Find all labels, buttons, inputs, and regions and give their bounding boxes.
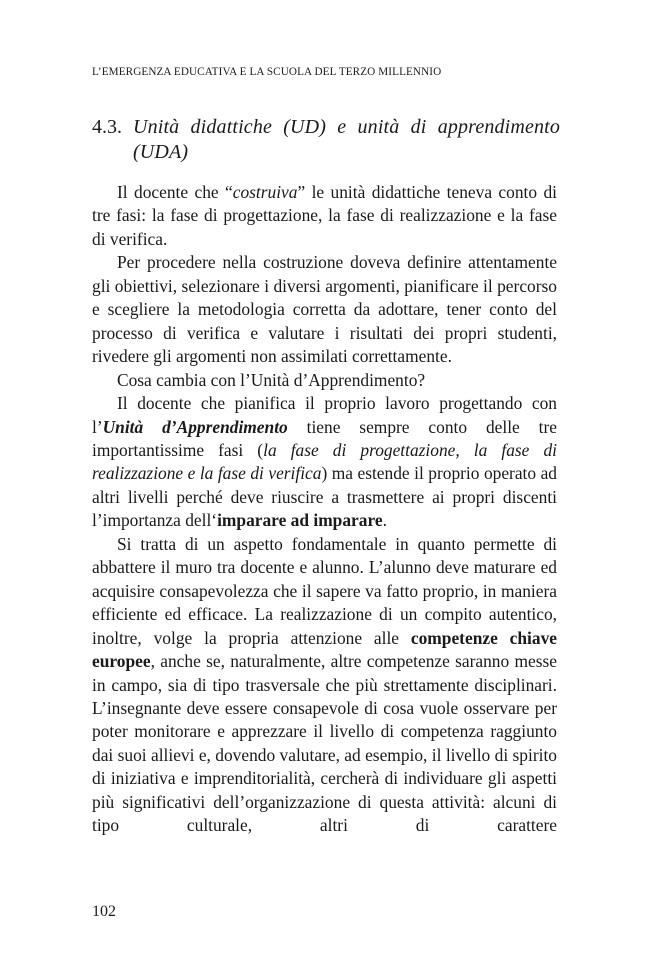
paragraph	[92, 392, 557, 533]
text-run: ) ma estende il proprio operato ad altri livelli perché deve riuscire a trasmettere ai propri discenti l’importanza dell‘	[92, 463, 557, 531]
bold-italic-run: Unità d’Apprendimento	[102, 416, 288, 437]
section-heading	[92, 115, 560, 165]
section-title: Unità didattiche (UD) e unità di apprendimento (UDA)	[133, 116, 560, 163]
bold-run: competenze chiave europee	[92, 627, 557, 672]
text-run: ” le unità didattiche teneva conto di tre fasi: la fase di progettazione, la fase di realizzazione e la fase di verifica.	[92, 182, 557, 249]
text-run: Si tratta di un aspetto fondamentale in quanto permette di abbattere il muro tra docente e alunno. L’alunno deve maturare ed acquisire consapevolezza che il sapere va fatto proprio, in maniera efficiente ed efficace. La realizzazione di un compito autentico, inoltre, volge la propria attenzione alle	[92, 533, 557, 648]
paragraph: Cosa cambia con l’Unità d’Apprendimento?	[117, 369, 426, 390]
text-run: .	[382, 510, 387, 531]
paragraph	[92, 181, 557, 251]
paragraph: Per procedere nella costruzione doveva definire attentamente gli obiettivi, selezionare i diversi argomenti, pianificare il percorso e scegliere la metodologia corretta da adottare, tener conto del processo di verifica e valutare i risultati dei propri studenti, rivedere gli argomenti non assimilati correttamente.	[92, 252, 557, 367]
page-number: 102	[92, 903, 116, 920]
paragraph	[92, 533, 557, 838]
italic-run: costruiva	[232, 182, 298, 202]
running-head: L’EMERGENZA EDUCATIVA E LA SCUOLA DEL TERZO MILLENNIO	[92, 66, 442, 78]
text-run: Il docente che pianifica il proprio lavoro progettando con l’	[92, 393, 557, 437]
text-run: Il docente che “	[117, 182, 233, 202]
text-run: tiene sempre conto delle tre importantissime fasi (	[92, 416, 557, 460]
body-text	[92, 181, 557, 838]
bold-run: imparare ad imparare	[217, 510, 383, 531]
text-run: , anche se, naturalmente, altre competenze saranno messe in campo, sia di tipo trasversale che più strettamente disciplinari. L’insegnante deve essere consapevole di cosa vuole osservare per poter monitorare e apprezzare il livello di competenza raggiunto dai suoi allievi e, dovendo valutare, ad esempio, il livello di spirito di iniziativa e imprenditorialità, cercherà di individuare gli aspetti più significativi dell’organizzazione di questa attività: alcuni di tipo culturale, altri di carattere	[92, 651, 557, 836]
section-number: 4.3.	[92, 116, 122, 138]
italic-run: la fase di progettazione, la fase di realizzazione e la fase di verifica	[92, 439, 557, 484]
